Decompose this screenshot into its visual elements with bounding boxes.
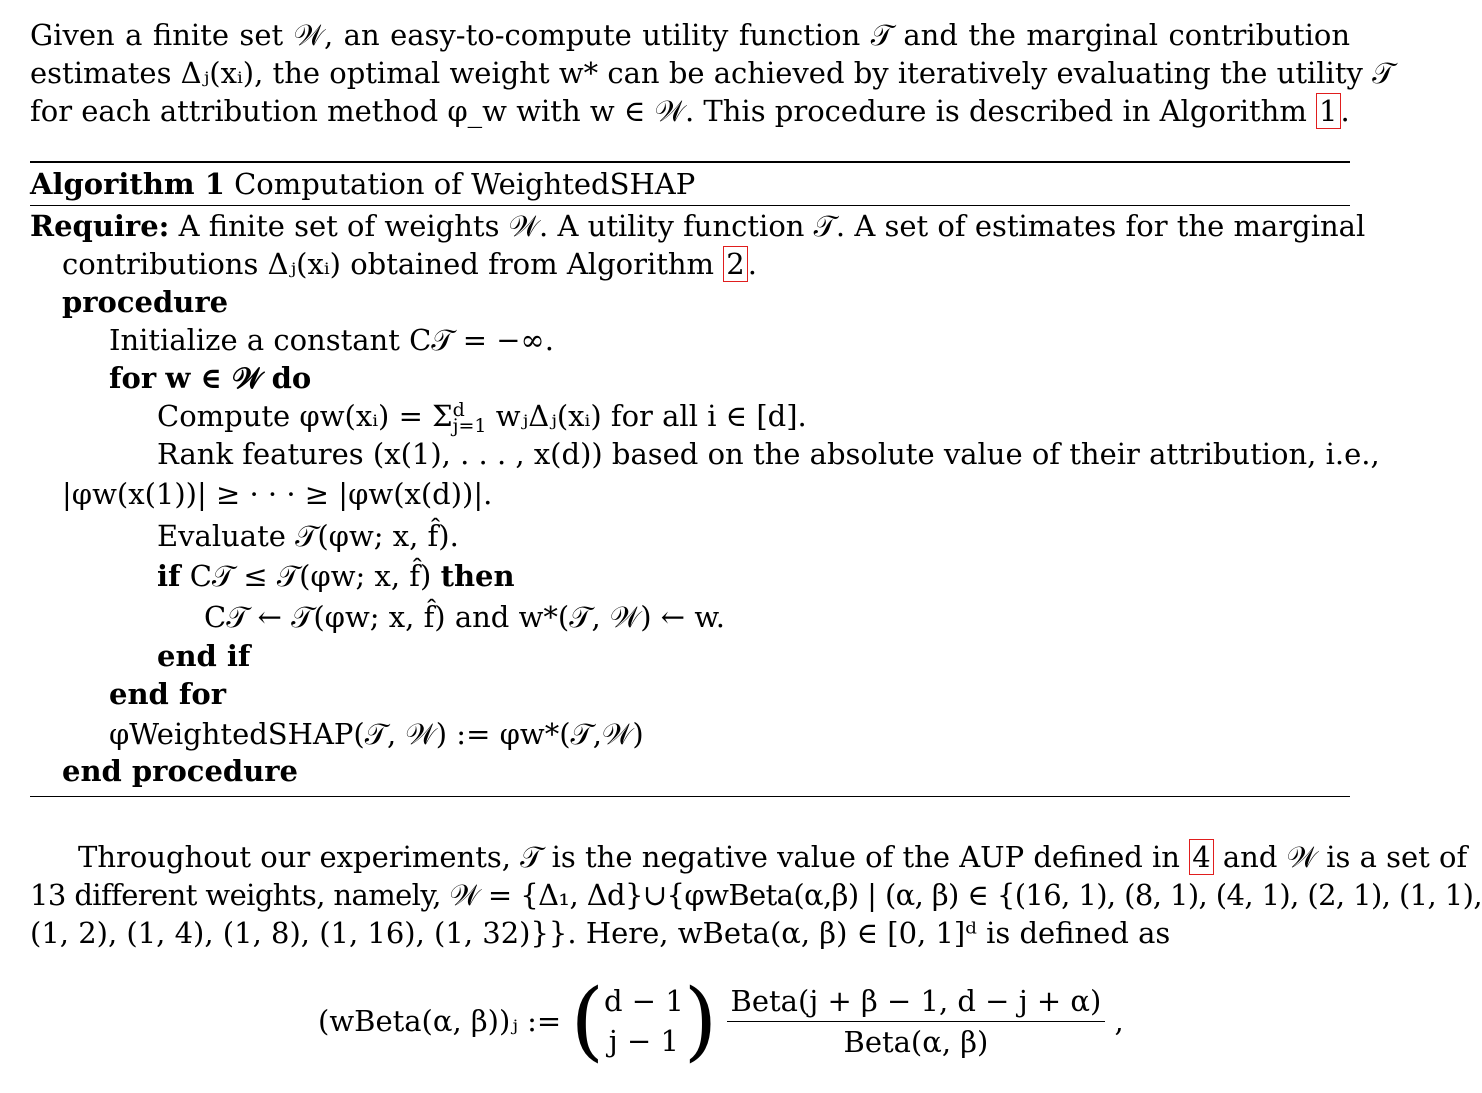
beta-weight-equation <box>318 971 1124 1071</box>
for-condition: w ∈ 𝒲 <box>165 361 263 395</box>
sum-upper: d <box>452 399 465 421</box>
body-line-1-text: Throughout our experiments, 𝒯 is the negative value of the AUP defined in <box>78 840 1190 874</box>
intro-paragraph <box>30 16 1395 130</box>
rank-step-cont: |φw(x(1))| ≥ · · · ≥ |φw(x(d))|. <box>62 477 493 511</box>
binom-bottom: j − 1 <box>608 1024 679 1058</box>
body-line-1-end: and 𝒲 is a set of <box>1213 840 1468 874</box>
end-if: end if <box>157 639 251 673</box>
sum-lower: j=1 <box>452 415 487 437</box>
algorithm-bottom-rule <box>30 796 1350 797</box>
compute-text: Compute φw(xᵢ) = Σ <box>157 399 453 433</box>
algorithm-1-link[interactable]: 1 <box>1316 93 1340 129</box>
require-keyword: Require: <box>30 209 170 243</box>
intro-line-3-text: for each attribution method φ_w with w ∈ 𝒲. This procedure is described in Algorithm <box>30 94 1317 128</box>
body-line-1 <box>30 838 1468 876</box>
require-line-2 <box>62 245 757 283</box>
intro-line-3-end: . <box>1340 94 1350 128</box>
end-procedure: end procedure <box>62 754 299 788</box>
init-step: Initialize a constant C𝒯 = −∞. <box>109 323 554 357</box>
final-assignment: φWeightedSHAP(𝒯, 𝒲) := φw*(𝒯,𝒲) <box>109 717 644 751</box>
binomial-coefficient <box>570 971 718 1071</box>
equation-4-link[interactable]: 4 <box>1189 839 1213 875</box>
binom-right-paren: ) <box>683 971 718 1071</box>
compute-step <box>157 397 807 435</box>
require-text-2-end: . <box>747 247 757 281</box>
if-keyword: if <box>157 559 181 593</box>
fraction-numerator: Beta(j + β − 1, d − j + α) <box>727 981 1106 1022</box>
for-line <box>109 359 311 397</box>
binom-stack <box>604 981 684 1061</box>
algorithm-header <box>30 165 1350 203</box>
require-text: A finite set of weights 𝒲. A utility function 𝒯. A set of estimates for the marginal <box>178 209 1366 243</box>
intro-line-2: estimates Δⱼ(xᵢ), the optimal weight w* can be achieved by iteratively evaluating the utility 𝒯 <box>30 56 1395 90</box>
rank-step: Rank features (x(1), . . . , x(d)) based on the absolute value of their attribution, i.e., <box>157 437 1380 471</box>
require-line <box>30 207 1366 245</box>
algorithm-header-rule <box>30 205 1350 206</box>
equation-comma: , <box>1114 1004 1124 1038</box>
for-keyword: for <box>109 361 157 395</box>
body-line-2: 13 different weights, namely, 𝒲 = {Δ₁, Δd}∪{φwBeta(α,β) | (α, β) ∈ {(16, 1), (8, 1), (4, 1), (2, 1), (1, 1), <box>30 878 1482 912</box>
end-for: end for <box>109 677 227 711</box>
binom-top: d − 1 <box>604 984 684 1018</box>
require-text-2: contributions Δⱼ(xᵢ) obtained from Algorithm <box>62 247 724 281</box>
algorithm-label: Algorithm 1 <box>30 167 225 201</box>
body-line-3: (1, 2), (1, 4), (1, 8), (1, 16), (1, 32)}}. Here, wBeta(α, β) ∈ [0, 1]ᵈ is defined as <box>30 916 1171 950</box>
if-line <box>157 557 515 595</box>
assign-step: C𝒯 ← 𝒯(φw; x, f̂) and w*(𝒯, 𝒲) ← w. <box>204 600 725 634</box>
algorithm-title: Computation of WeightedSHAP <box>234 167 696 201</box>
equation-lhs: (wBeta(α, β))ⱼ := <box>318 1004 562 1038</box>
do-keyword: do <box>271 361 312 395</box>
algorithm-body <box>30 207 1380 792</box>
intro-line-1: Given a finite set 𝒲, an easy-to-compute utility function 𝒯 and the marginal contribution <box>30 18 1350 52</box>
algorithm-top-rule <box>30 161 1350 163</box>
body-paragraph <box>30 838 1482 952</box>
fraction-denominator: Beta(α, β) <box>843 1024 989 1059</box>
compute-tail: wⱼΔⱼ(xᵢ) for all i ∈ [d]. <box>486 399 807 433</box>
algorithm-2-link[interactable]: 2 <box>723 246 747 282</box>
if-condition: C𝒯 ≤ 𝒯(φw; x, f̂) <box>189 559 432 593</box>
beta-fraction <box>727 981 1106 1062</box>
binom-left-paren: ( <box>570 971 605 1071</box>
procedure-keyword: procedure <box>62 285 229 319</box>
then-keyword: then <box>440 559 515 593</box>
evaluate-step: Evaluate 𝒯(φw; x, f̂). <box>157 519 459 553</box>
intro-line-3 <box>30 92 1350 130</box>
